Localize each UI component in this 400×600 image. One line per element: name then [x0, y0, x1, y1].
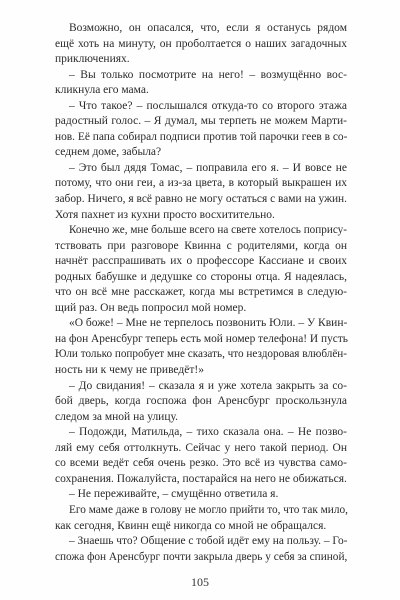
- text-line: Конечно же, мне больше всего на свете хотелось попрису-: [69, 224, 347, 237]
- text-line: нов. Её папа собирал подписи против той парочки геев в со-: [55, 130, 348, 143]
- text-line: Хотя пахнет из кухни просто восхитительно.: [55, 208, 275, 221]
- text-line: «О боже! – Мне не терпелось позвонить Юли. – У Квин-: [69, 317, 348, 330]
- body-text: [55, 21, 347, 565]
- text-line: бой дверь, когда госпожа фон Аренсбург проскользнула: [55, 395, 347, 408]
- text-line: тствовать при разговоре Квинна с родителями, когда он: [55, 239, 347, 252]
- text-line: ещё хоть на минуту, он проболтается о наших загадочных: [55, 37, 347, 50]
- text-line: седнем доме, забыла?: [55, 146, 162, 159]
- text-line: следом за мной на улицу.: [55, 410, 178, 423]
- paragraph: [55, 487, 347, 503]
- text-line: родных бабушке и дедушке со стороны отца. Я надеялась,: [55, 270, 347, 283]
- text-line: – Знаешь что? Общение с тобой идёт ему на пользу. – Го-: [69, 535, 348, 548]
- paragraph: [55, 503, 347, 534]
- paragraph: [55, 21, 347, 68]
- paragraph: [55, 316, 347, 378]
- text-line: забор. Ничего, я всё равно не могу остаться с вами на ужин.: [55, 193, 347, 206]
- paragraph: [55, 68, 347, 99]
- text-line: радостный голос. – Я думал, мы терпеть не можем Марти-: [55, 115, 347, 128]
- text-line: Возможно, он опасался, что, если я останусь рядом: [69, 22, 347, 34]
- text-line: – Это был дядя Томас, – поправила его я. – И вовсе не: [69, 161, 347, 174]
- page-number: 105: [191, 575, 209, 589]
- text-line: приключениях.: [55, 53, 130, 66]
- text-line: Юли только попробует мне сказать, что нездоровая влюблён-: [55, 348, 348, 361]
- text-line: спожа фон Аренсбург почти закрыла дверь у себя за спиной,: [55, 550, 348, 563]
- text-line: как сегодня, Квинн ещё никогда со мной не обращался.: [55, 519, 327, 532]
- text-line: потому, что они геи, а из-за цвета, в который выкрашен их: [55, 177, 347, 190]
- text-line: – Подожди, Матильда, – тихо сказала она. – Не позво-: [69, 426, 347, 439]
- text-line: – Не переживайте, – смущённо ответила я.: [69, 488, 279, 501]
- text-line: ляй ему себя оттолкнуть. Сейчас у него такой период. Он: [55, 441, 347, 454]
- paragraph: [55, 379, 347, 426]
- text-line: ность ни к чему не приведёт!»: [55, 364, 204, 377]
- text-line: – Вы только посмотрите на него! – возмущённо вос-: [69, 68, 347, 81]
- text-line: что он всё мне расскажет, когда мы встретимся в следую-: [55, 286, 347, 299]
- text-line: начнёт расспрашивать их о профессоре Кассиане и своих: [55, 255, 347, 268]
- paragraph: [55, 534, 347, 565]
- text-line: – До свидания! – сказала я и уже хотела закрыть за со-: [69, 379, 347, 392]
- text-line: сохранения. Пожалуйста, постарайся на него не обижаться.: [55, 472, 347, 485]
- text-line: щий раз. Он ведь попросил мой номер.: [55, 301, 247, 314]
- text-line: Его маме даже в голову не могло прийти то, что так мило,: [69, 503, 348, 516]
- text-line: со всеми ведёт себя очень резко. Это всё из чувства само-: [55, 457, 347, 470]
- text-line: кликнула его мама.: [55, 84, 149, 97]
- text-line: на фон Аренсбург теперь есть мой номер телефона! И пусть: [55, 332, 348, 345]
- paragraph: [55, 425, 347, 487]
- paragraph: [55, 161, 347, 223]
- paragraph: [55, 99, 347, 161]
- text-line: – Что такое? – послышался откуда-то со второго этажа: [69, 99, 347, 112]
- paragraph: [55, 223, 347, 316]
